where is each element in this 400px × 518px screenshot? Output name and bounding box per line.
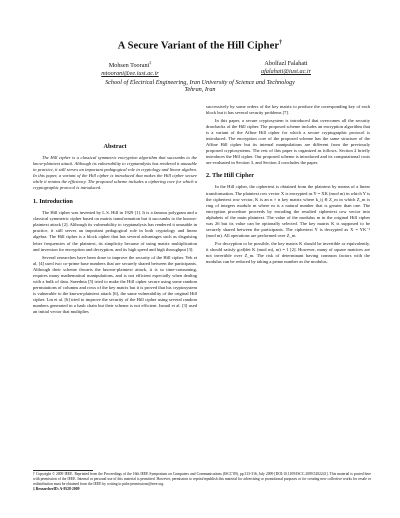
footnote-rule	[33, 470, 93, 471]
paper-title	[0, 40, 400, 52]
abstract-heading: Abstract	[103, 143, 127, 150]
section-1-paragraph-2: Several researches have been done to improve the security of the Hill cipher. Yeh et al. [4] used two co-prime base numbers that are securely shared between the participants. Although their scheme thwarts the known-plaintext attack, it is so time-consuming, requires many mathematical manipulations, and is not efficient especially when dealing with a bulk of data. Saeednia [5] tried to make the Hill cipher secure using some random permutations of columns and rows of the key matrix but it is proved that his cryptosystem is vulnerable to the known-plaintext attack [6], the same vulnerability of the original Hill cipher. Lin et al. [6] tried to improve the security of the Hill cipher using several random numbers generated in a hash chain but their scheme is not efficient. Ismail et al. [3] used an initial vector that multiplies	[33, 254, 197, 315]
author-1-name: Mohsen Toorani	[108, 62, 150, 70]
section-2-paragraph-2: For decryption to be possible, the key matrix K should be invertible or equivalently, it should satisfy gcd(det K (mod m), m) = 1 [2]. However, many of square matrices are not invertible over Z_m. The risk of determinant having common factors with the modulus can be reduced by taking a prime number as the modulus.	[206, 240, 370, 265]
section-1-paragraph-1: The Hill cipher was invented by L.S. Hill in 1929 [1]. It is a famous polygram and a classical symmetric cipher based on matrix transformation but it succumbs to the known-plaintext attack [2]. Although its vulnerability to cryptanalysis has rendered it unusable in practice, it still serves an important pedagogical role in both cryptology and linear algebra. The Hill cipher is a block cipher that has several advantages such as disguising letter frequencies of the plaintext, its simplicity because of using matrix multiplication and inversion for encryption and decryption, and its high speed and high throughput [3].	[33, 210, 197, 252]
affiliation	[0, 79, 400, 94]
author-1-mark: ‡	[149, 60, 152, 65]
copyright-footnote: † Copyright © 2009 IEEE. Reprinted from the Proceedings of the 16th IEEE Symposium on Computers and Communications (ISCC'09), pp.313-316, July 2009 [DOI:10.1109/ISCC.2009.5202241]. This material is posted here with permission of the IEEE. Internal or personal use of this material is permitted. However, permission to reprint/republish this material for advertising or promotional purposes or for creating new collective works for resale or redistribution must be obtained from the IEEE by writing to pubs-permissions@ieee.org.	[33, 472, 371, 486]
section-1-paragraph-3: In this paper, a secure cryptosystem is introduced that overcomes all the security drawbacks of the Hill cipher. The proposed scheme includes an encryption algorithm that is a variant of the Affine Hill cipher for which a secure cryptographic protocol is introduced. The encryption core of the proposed scheme has the same structure of the Affine Hill cipher but its internal manipulations are different from the previously proposed cryptosystems. The rest of this paper is organized as follows. Section 2 briefly introduces the Hill cipher. Our proposed scheme is introduced and its computational costs are evaluated in Section 3, and Section 4 concludes the paper.	[206, 118, 370, 166]
section-2-heading: 2. The Hill Cipher	[206, 172, 255, 180]
author-1	[70, 60, 190, 77]
author-2	[226, 60, 346, 75]
right-column	[206, 104, 370, 267]
footnotes	[33, 472, 371, 492]
affiliation-line-2: Tehran, Iran	[184, 86, 216, 94]
section-2-paragraph-1: In the Hill cipher, the ciphertext is obtained from the plaintext by means of a linear transformation. The plaintext row vector X is encrypted as Y = XK (mod m) in which Y is the ciphertext row vector, K is an n × n key matrix where k_ij ∈ Z_m in which Z_m is ring of integers modulo m where m is a natural number that is greater than one. The encryption procedure proceeds by encoding the resulted ciphertext row vector into alphabets of the main plaintext. The value of the modulus m in the original Hill cipher was 26 but its value can be optionally selected. The key matrix K is supposed to be securely shared between the participants. The ciphertext Y is decrypted as X = YK⁻¹ (mod m). All operations are performed over Z_m.	[206, 184, 370, 238]
section-1-heading: 1. Introduction	[33, 198, 73, 206]
author-2-name: Abolfazl Falahati	[264, 60, 308, 67]
researcher-id-footnote: ‡ ResearcherID: A-9528-2009	[33, 486, 80, 491]
abstract-text: The Hill cipher is a classical symmetric encryption algorithm that succumbs to the know-plaintext attack. Although its vulnerability to cryptanalysis has rendered it unusable in practice, it still serves an important pedagogical role in cryptology and linear algebra. In this paper, a variant of the Hill cipher is introduced that makes the Hill cipher secure while it retains the efficiency. The proposed scheme includes a ciphering core for which a cryptographic protocol is introduced.	[33, 155, 197, 191]
title-footnote-mark: †	[279, 40, 283, 46]
left-column	[33, 143, 197, 317]
title-text: A Secure Variant of the Hill Cipher	[117, 40, 280, 52]
author-2-email[interactable]: afalahati@iust.ac.ir	[260, 68, 312, 75]
author-1-email[interactable]: mtoorani@ee.iust.ac.ir	[101, 70, 159, 78]
affiliation-line-1: School of Electrical Engineering, Iran University of Science and Technology	[105, 79, 295, 86]
continued-paragraph: successively by some orders of the key matrix to produce the corresponding key of each block but it has several security problems [7].	[206, 104, 370, 116]
